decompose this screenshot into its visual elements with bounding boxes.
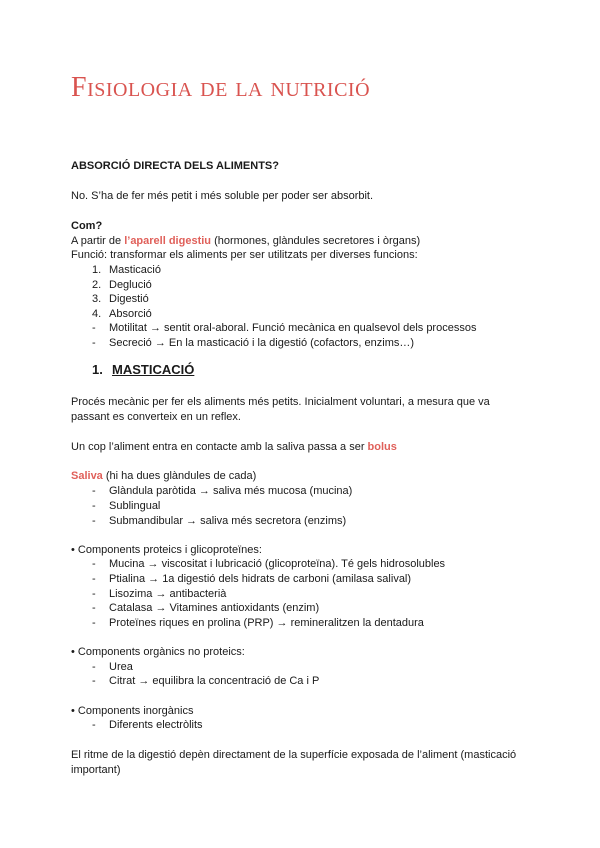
com-line-1-post: (hormones, glàndules secretores i òrgans) [211,235,421,247]
highlight-saliva: Saliva [71,470,103,482]
list-text: Diferents electròlits [109,719,203,731]
section-heading [92,362,194,377]
dash-bullet: - [92,675,96,687]
dash-bullet: - [92,588,96,600]
list-number: 3. [92,293,102,305]
bolus-pre: Un cop l’aliment entra en contacte amb la saliva passa a ser [71,441,368,453]
list-item [92,263,161,277]
dash-bullet: - [92,558,96,570]
dash-bullet: - [92,485,96,497]
list-text: Absorció [109,308,152,320]
com-line-1 [71,234,420,248]
list-item [92,660,133,674]
list-text: Ptialina → 1a digestió dels hidrats de carboni (amilasa salival) [109,573,412,585]
paragraph-ritme: El ritme de la digestió depèn directament de la superfície exposada de l’aliment (masticació important) [71,749,517,776]
list-item [92,499,160,513]
question-answer: No. S’ha de fer més petit i més soluble per poder ser absorbit. [71,190,374,202]
list-item [92,321,476,335]
list-item [92,587,226,601]
list-text: Deglució [109,279,152,291]
dash-bullet: - [92,322,96,334]
com-heading: Com? [71,220,103,232]
organic-heading: • Components orgànics no proteics: [71,646,245,658]
list-text: Secreció → En la masticació i la digestió (cofactors, enzims…) [109,337,415,349]
list-item [92,484,352,498]
list-number: 4. [92,308,102,320]
dash-bullet: - [92,617,96,629]
list-number: 2. [92,279,102,291]
list-item [92,336,414,350]
highlight-aparell-digestiu: l’aparell digestiu [124,235,212,247]
list-item [92,278,152,292]
inorganic-heading: • Components inorgànics [71,705,194,717]
dash-bullet: - [92,661,96,673]
list-item [92,616,424,630]
saliva-heading [71,469,256,483]
question-heading: ABSORCIÓ DIRECTA DELS ALIMENTS? [71,160,279,172]
dash-bullet: - [92,337,96,349]
dash-bullet: - [92,500,96,512]
list-text: Lisozima → antibacterià [109,588,227,600]
list-item [92,292,149,306]
list-text: Catalasa → Vitamines antioxidants (enzim) [109,602,320,614]
list-text: Citrat → equilibra la concentració de Ca i P [109,675,320,687]
highlight-bolus: bolus [367,441,397,453]
list-text: Motilitat → sentit oral-aboral. Funció mecànica en qualsevol dels processos [109,322,477,334]
list-item [92,514,346,528]
list-item [92,718,203,732]
list-text: Mucina → viscositat i lubricació (glicoproteïna). Té gels hidrosolubles [109,558,446,570]
page-title: Fisiologia de la nutrició [71,72,371,103]
list-text: Masticació [109,264,161,276]
list-text: Sublingual [109,500,161,512]
list-item [92,674,319,688]
dash-bullet: - [92,515,96,527]
list-text: Urea [109,661,133,673]
list-item [92,601,319,615]
list-number: 1. [92,264,102,276]
paragraph-proces: Procés mecànic per fer els aliments més petits. Inicialment voluntari, a mesura que va passant es converteix en un reflex. [71,396,490,423]
dash-bullet: - [92,573,96,585]
com-line-2: Funció: transformar els aliments per ser utilitzats per diverses funcions: [71,249,418,261]
com-line-1-pre: A partir de [71,235,125,247]
proteic-heading: • Components proteics i glicoproteïnes: [71,544,262,556]
list-text: Submandibular → saliva més secretora (enzims) [109,515,347,527]
saliva-rest: (hi ha dues glàndules de cada) [102,470,257,482]
section-title: MASTICACIÓ [112,362,195,377]
list-text: Proteïnes riques en prolina (PRP) → remineralitzen la dentadura [109,617,424,629]
list-item [92,572,411,586]
paragraph-bolus [71,440,397,454]
list-item [92,557,445,571]
list-text: Digestió [109,293,149,305]
list-text: Glàndula paròtida → saliva més mucosa (mucina) [109,485,353,497]
list-item [92,307,152,321]
section-number: 1. [92,362,103,377]
dash-bullet: - [92,602,96,614]
dash-bullet: - [92,719,96,731]
